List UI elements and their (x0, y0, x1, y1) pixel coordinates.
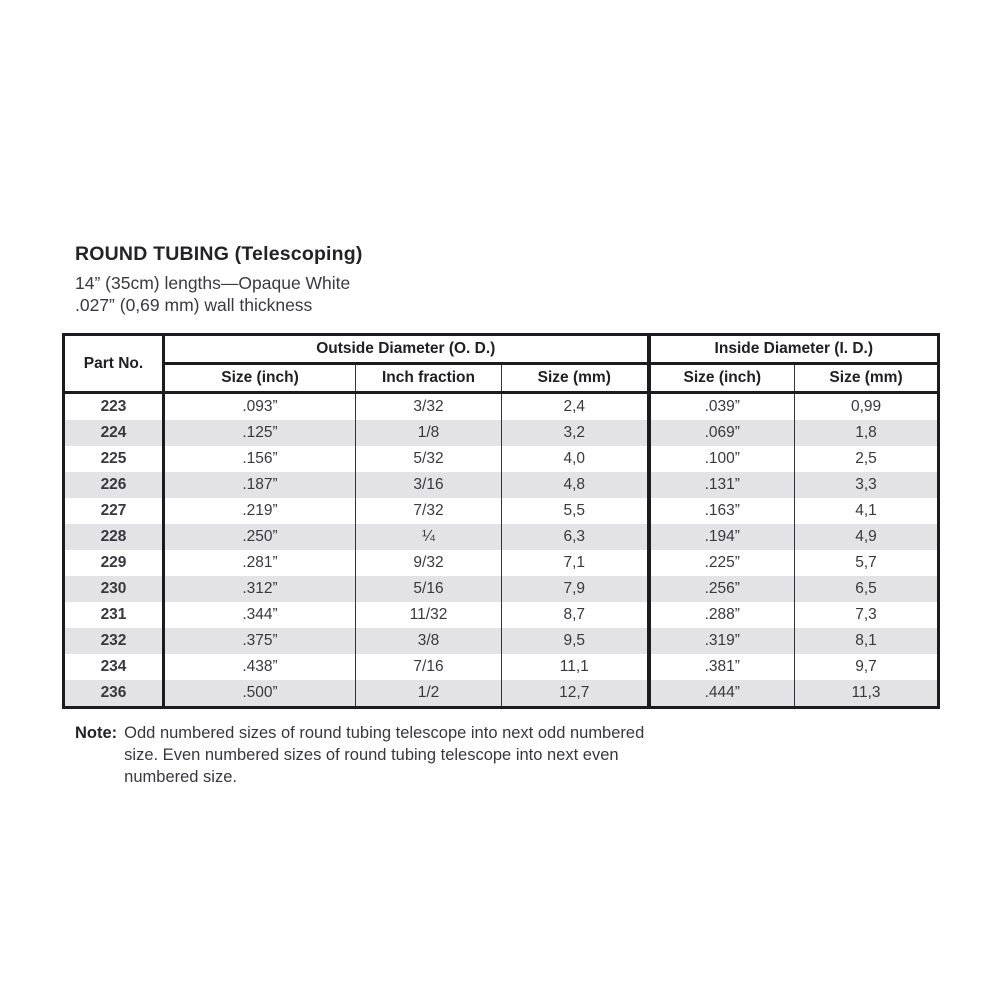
table-row (64, 628, 939, 654)
document-header (62, 243, 938, 316)
id-size-mm-cell: 4,9 (795, 524, 939, 550)
header-outside-diameter: Outside Diameter (O. D.) (164, 335, 649, 364)
od-inch-fraction-cell: 7/32 (356, 498, 502, 524)
od-size-mm-cell: 8,7 (502, 602, 649, 628)
id-size-inch-cell: .288” (649, 602, 795, 628)
table-row (64, 472, 939, 498)
od-inch-fraction-cell: 3/32 (356, 393, 502, 421)
od-size-inch-cell: .219” (164, 498, 356, 524)
part-no-cell: 234 (100, 658, 127, 675)
id-size-inch-cell: .100” (649, 446, 795, 472)
page-title: ROUND TUBING (Telescoping) (75, 243, 363, 265)
id-size-inch-cell: .039” (649, 393, 795, 421)
part-no-cell: 232 (100, 632, 127, 649)
header-od-inch-fraction: Inch fraction (356, 364, 502, 393)
od-inch-fraction-cell: 5/16 (356, 576, 502, 602)
table-row (64, 576, 939, 602)
header-part-no: Part No. (64, 335, 164, 393)
header-id-size-inch: Size (inch) (649, 364, 795, 393)
od-size-mm-cell: 9,5 (502, 628, 649, 654)
od-inch-fraction-cell: 11/32 (356, 602, 502, 628)
id-size-mm-cell: 1,8 (795, 420, 939, 446)
id-size-inch-cell: .256” (649, 576, 795, 602)
id-size-inch-cell: .194” (649, 524, 795, 550)
od-size-inch-cell: .093” (164, 393, 356, 421)
note-text: Odd numbered sizes of round tubing telescope into next odd numbered size. Even numbered sizes of round tubing telescope into next even numbered size. (124, 724, 645, 786)
od-size-inch-cell: .281” (164, 550, 356, 576)
part-no-cell: 225 (100, 450, 127, 467)
table-row (64, 602, 939, 628)
id-size-mm-cell: 4,1 (795, 498, 939, 524)
od-size-inch-cell: .344” (164, 602, 356, 628)
table-row (64, 446, 939, 472)
od-size-inch-cell: .125” (164, 420, 356, 446)
subtitle-wall-thickness: .027” (0,69 mm) wall thickness (75, 295, 313, 315)
od-size-inch-cell: .438” (164, 654, 356, 680)
part-no-cell: 224 (100, 424, 127, 441)
id-size-mm-cell: 2,5 (795, 446, 939, 472)
od-inch-fraction-cell: 3/16 (356, 472, 502, 498)
od-size-mm-cell: 3,2 (502, 420, 649, 446)
part-no-cell: 230 (100, 580, 127, 597)
header-id-size-mm: Size (mm) (795, 364, 939, 393)
part-no-cell: 231 (100, 606, 127, 623)
header-od-size-mm: Size (mm) (502, 364, 649, 393)
table-header (64, 335, 939, 393)
od-size-inch-cell: .312” (164, 576, 356, 602)
tubing-size-table (62, 333, 940, 709)
part-no-cell: 227 (100, 502, 127, 519)
table-row (64, 393, 939, 421)
od-size-mm-cell: 5,5 (502, 498, 649, 524)
id-size-inch-cell: .381” (649, 654, 795, 680)
od-size-inch-cell: .500” (164, 680, 356, 708)
od-inch-fraction-cell: 9/32 (356, 550, 502, 576)
id-size-mm-cell: 7,3 (795, 602, 939, 628)
id-size-inch-cell: .163” (649, 498, 795, 524)
document-content (62, 243, 938, 788)
id-size-inch-cell: .319” (649, 628, 795, 654)
id-size-mm-cell: 3,3 (795, 472, 939, 498)
id-size-mm-cell: 6,5 (795, 576, 939, 602)
table-row (64, 498, 939, 524)
od-inch-fraction-cell: 7/16 (356, 654, 502, 680)
part-no-cell: 223 (100, 398, 127, 415)
od-size-mm-cell: 7,9 (502, 576, 649, 602)
part-no-cell: 229 (100, 554, 127, 571)
note (62, 722, 938, 788)
od-size-mm-cell: 11,1 (502, 654, 649, 680)
od-inch-fraction-cell: 3/8 (356, 628, 502, 654)
od-size-mm-cell: 6,3 (502, 524, 649, 550)
od-inch-fraction-cell: 1/2 (356, 680, 502, 708)
id-size-mm-cell: 8,1 (795, 628, 939, 654)
part-no-cell: 236 (100, 684, 127, 701)
id-size-mm-cell: 5,7 (795, 550, 939, 576)
od-size-inch-cell: .375” (164, 628, 356, 654)
id-size-inch-cell: .131” (649, 472, 795, 498)
id-size-mm-cell: 0,99 (795, 393, 939, 421)
subtitle-lengths: 14” (35cm) lengths—Opaque White (75, 273, 351, 293)
part-no-cell: 226 (100, 476, 127, 493)
table-body (64, 393, 939, 708)
header-inside-diameter: Inside Diameter (I. D.) (649, 335, 939, 364)
header-od-size-inch: Size (inch) (164, 364, 356, 393)
od-size-inch-cell: .250” (164, 524, 356, 550)
od-inch-fraction-cell: 1/8 (356, 420, 502, 446)
id-size-mm-cell: 9,7 (795, 654, 939, 680)
od-size-mm-cell: 4,8 (502, 472, 649, 498)
id-size-inch-cell: .444” (649, 680, 795, 708)
od-size-mm-cell: 2,4 (502, 393, 649, 421)
table-row (64, 550, 939, 576)
od-size-inch-cell: .156” (164, 446, 356, 472)
table-row (64, 420, 939, 446)
id-size-inch-cell: .225” (649, 550, 795, 576)
table-row (64, 654, 939, 680)
id-size-inch-cell: .069” (649, 420, 795, 446)
od-size-mm-cell: 12,7 (502, 680, 649, 708)
od-inch-fraction-cell: ¼ (356, 524, 502, 550)
od-size-inch-cell: .187” (164, 472, 356, 498)
table-group-header-row (64, 335, 939, 364)
od-size-mm-cell: 4,0 (502, 446, 649, 472)
od-inch-fraction-cell: 5/32 (356, 446, 502, 472)
table-subheader-row (64, 364, 939, 393)
id-size-mm-cell: 11,3 (795, 680, 939, 708)
table-row (64, 524, 939, 550)
part-no-cell: 228 (100, 528, 127, 545)
table-row (64, 680, 939, 708)
od-size-mm-cell: 7,1 (502, 550, 649, 576)
note-label: Note: (75, 724, 118, 742)
